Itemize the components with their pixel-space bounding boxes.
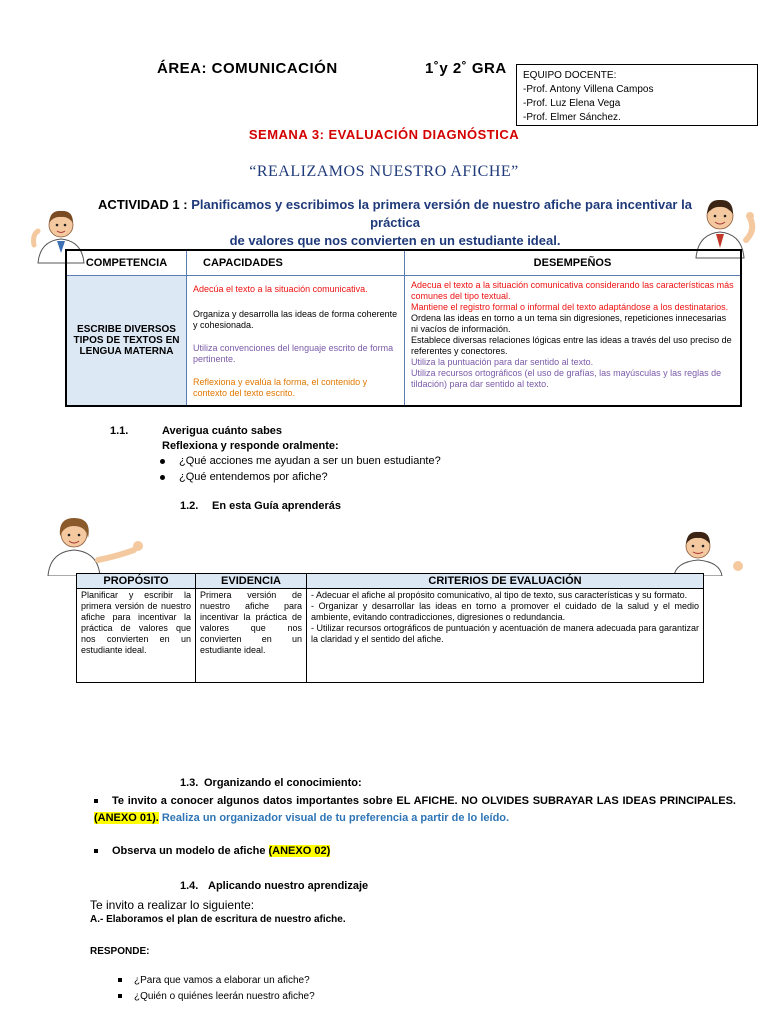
- desempeno-4: Establece diversas relaciones lógicas entre las ideas a través del uso preciso de referentes y conectores.: [411, 335, 732, 356]
- responde-question: [118, 975, 310, 986]
- teacher-1: -Prof. Antony Villena Campos: [523, 84, 654, 95]
- col-header-capacidades: CAPACIDADES: [187, 250, 405, 276]
- criterio-1: - Adecuar el afiche al propósito comunicativo, al tipo de texto, sus características y su formato.: [311, 590, 688, 600]
- criterio-2: - Organizar y desarrollar las ideas en torno a promover el cuidado de la salud y el medio ambiente, evitando contradicciones, digresiones o redundancia.: [311, 601, 699, 622]
- instruction-2-text: Observa un modelo de afiche: [112, 845, 266, 857]
- criterios-cell: [307, 589, 704, 683]
- section-1-2-title: En esta Guía aprenderás: [212, 500, 341, 512]
- anexo-01-badge: (ANEXO 01).: [94, 812, 159, 824]
- desempeno-6: Utiliza recursos ortográficos (el uso de grafías, las mayúsculas y las reglas de tildación) para dar sentido al texto.: [411, 368, 722, 389]
- teacher-3: -Prof. Elmer Sánchez.: [523, 112, 621, 123]
- square-bullet-icon: [94, 849, 98, 853]
- instruction-1-blue: Realiza un organizador visual de tu preferencia a partir de lo leído.: [161, 812, 510, 824]
- col-header-criterios: CRITERIOS DE EVALUACIÓN: [307, 574, 704, 589]
- responde-question-1: ¿Para que vamos a elaborar un afiche?: [134, 975, 310, 986]
- plan-instruction: A.- Elaboramos el plan de escritura de nuestro afiche.: [90, 914, 346, 925]
- section-1-4-intro: Te invito a realizar lo siguiente:: [90, 898, 255, 912]
- col-header-evidencia: EVIDENCIA: [196, 574, 307, 589]
- competencies-table: [65, 249, 742, 407]
- responde-question-2: ¿Quién o quiénes leerán nuestro afiche?: [134, 991, 315, 1002]
- proposito-cell: Planificar y escribir la primera versión de nuestro afiche para incentivar la práctica de valores que nos convierten en un estudiante ideal.: [77, 589, 196, 683]
- question-2: ¿Qué entendemos por afiche?: [179, 471, 328, 483]
- boy-figure-icon: [652, 528, 752, 576]
- team-title: EQUIPO DOCENTE:: [523, 70, 617, 81]
- square-bullet-icon: [94, 799, 98, 803]
- desempeno-2: Mantiene el registro formal o informal del texto adaptándose a los destinatarios.: [411, 302, 729, 312]
- col-header-competencia: COMPETENCIA: [66, 250, 187, 276]
- desempenos-cell: [405, 276, 742, 406]
- criterio-3: - Utilizar recursos ortográficos de puntuación y acentuación de manera adecuada para garantizar la claridad y el sentido del afiche.: [311, 623, 699, 644]
- capacidad-3: Utiliza convenciones del lenguaje escrito de forma pertinente.: [193, 343, 394, 364]
- question-list-item: [160, 455, 441, 467]
- activity-heading: [90, 196, 700, 250]
- section-1-3-title: Organizando el conocimiento:: [204, 777, 362, 789]
- desempeno-1: Adecua el texto a la situación comunicativa considerando las características más comunes del tipo textual.: [411, 280, 734, 301]
- capacidad-1: Adecúa el texto a la situación comunicativa.: [193, 284, 368, 294]
- square-bullet-icon: [118, 978, 122, 982]
- page-title: “REALIZAMOS NUESTRO AFICHE”: [249, 163, 519, 180]
- desempeno-5: Utiliza la puntuación para dar sentido al texto.: [411, 357, 594, 367]
- desempeno-3: Ordena las ideas en torno a un tema sin digresiones, repeticiones innecesarias ni vacíos de información.: [411, 313, 727, 334]
- capacidades-cell: [187, 276, 405, 406]
- col-header-desempenos: DESEMPEÑOS: [405, 250, 742, 276]
- bullet-icon: [160, 459, 165, 464]
- teacher-2: -Prof. Luz Elena Vega: [523, 98, 621, 109]
- evidencia-cell: Primera versión de nuestro afiche para incentivar la práctica de valores que nos convierten en un estudiante ideal.: [196, 589, 307, 683]
- area-title: ÁREA: COMUNICACIÓN: [157, 60, 338, 77]
- section-1-4-title: Aplicando nuestro aprendizaje: [208, 880, 369, 892]
- girl-figure-icon: [38, 512, 158, 576]
- instruction-1-text: Te invito a conocer algunos datos importantes sobre EL AFICHE. NO OLVIDES SUBRAYAR LAS IDEAS PRINCIPALES.: [112, 795, 736, 807]
- bullet-icon: [160, 475, 165, 480]
- purpose-table: [76, 573, 704, 683]
- col-header-proposito: PROPÓSITO: [77, 574, 196, 589]
- section-1-1-title: Averigua cuánto sabes: [162, 425, 283, 437]
- responde-question: [118, 991, 315, 1002]
- instruction-1: [94, 793, 758, 827]
- competencia-cell: ESCRIBE DIVERSOS TIPOS DE TEXTOS EN LENGUA MATERNA: [66, 276, 187, 406]
- activity-label: ACTIVIDAD 1 :: [98, 197, 188, 212]
- section-1-4-number: 1.4.: [180, 880, 199, 892]
- question-1: ¿Qué acciones me ayudan a ser un buen estudiante?: [179, 455, 441, 467]
- activity-text-1: Planificamos y escribimos la primera versión de nuestro afiche para incentivar la práctica: [191, 197, 692, 230]
- section-1-3-number: 1.3.: [180, 777, 199, 789]
- instruction-2: [94, 845, 330, 857]
- anexo-02-badge: (ANEXO 02): [268, 845, 331, 857]
- section-1-1-number: 1.1.: [110, 425, 129, 437]
- square-bullet-icon: [118, 994, 122, 998]
- section-1-2-number: 1.2.: [180, 500, 199, 512]
- capacidad-4: Reflexiona y evalúa la forma, el contenido y contexto del texto escrito.: [193, 377, 368, 398]
- activity-text-2: de valores que nos convierten en un estudiante ideal.: [229, 233, 561, 248]
- teacher-team-box: [516, 64, 758, 126]
- responde-label: RESPONDE:: [90, 946, 150, 957]
- question-list-item: [160, 471, 328, 483]
- section-1-1-subtitle: Reflexiona y responde oralmente:: [162, 440, 339, 452]
- week-title: SEMANA 3: EVALUACIÓN DIAGNÓSTICA: [248, 127, 520, 142]
- grade-title: 1˚y 2˚ GRA: [425, 60, 507, 77]
- capacidad-2: Organiza y desarrolla las ideas de forma coherente y cohesionada.: [193, 309, 398, 330]
